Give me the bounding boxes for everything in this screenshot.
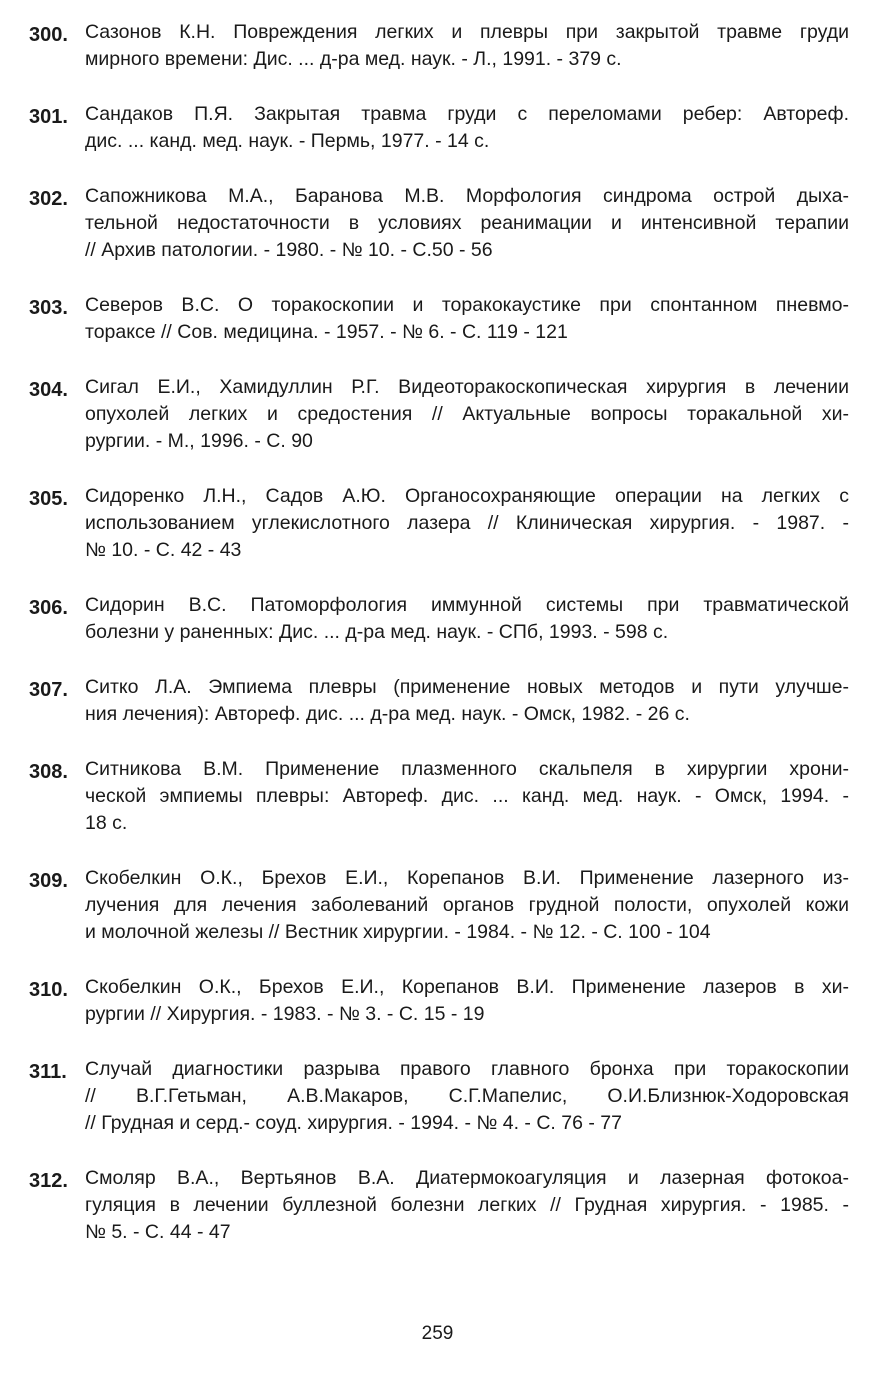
reference-entry (29, 974, 849, 1028)
reference-text (85, 101, 849, 155)
reference-entry (29, 1056, 849, 1137)
reference-number: 300. (29, 24, 68, 46)
reference-text-line: рургии. - М., 1996. - С. 90 (85, 430, 313, 452)
reference-entry (29, 674, 849, 728)
reference-text-line: опухолей легких и средостения // Актуальные вопросы торакальной хи- (85, 403, 849, 425)
reference-text-line: № 5. - С. 44 - 47 (85, 1221, 231, 1243)
reference-text-line: № 10. - С. 42 - 43 (85, 539, 242, 561)
reference-text-line: гуляция в лечении буллезной болезни легких // Грудная хирургия. - 1985. - (85, 1194, 849, 1216)
reference-text-line: Сигал Е.И., Хамидуллин Р.Г. Видеоторакоскопическая хирургия в лечении (85, 376, 849, 398)
reference-text-line: Сидорин В.С. Патоморфология иммунной системы при травматической (85, 594, 849, 616)
reference-number: 304. (29, 379, 68, 401)
reference-text-line: использованием углекислотного лазера // Клиническая хирургия. - 1987. - (85, 512, 849, 534)
reference-text (85, 1056, 849, 1137)
reference-number: 301. (29, 106, 68, 128)
reference-text (85, 483, 849, 564)
reference-text-line: Сапожникова М.А., Баранова М.В. Морфология синдрома острой дыха- (85, 185, 849, 207)
reference-text-line: // В.Г.Гетьман, А.В.Макаров, С.Г.Мапелис, О.И.Близнюк-Ходоровская (85, 1085, 849, 1107)
reference-text-line: Сидоренко Л.Н., Садов А.Ю. Органосохраняющие операции на легких с (85, 485, 849, 507)
reference-entry (29, 865, 849, 946)
reference-text-line: Ситко Л.А. Эмпиема плевры (применение новых методов и пути улучше- (85, 676, 849, 698)
reference-number: 303. (29, 297, 68, 319)
reference-text-line: 18 с. (85, 812, 128, 834)
reference-text (85, 292, 849, 346)
reference-list (29, 19, 849, 1274)
reference-number: 305. (29, 488, 68, 510)
reference-text (85, 756, 849, 837)
reference-text-line: Скобелкин О.К., Брехов Е.И., Корепанов В.И. Применение лазеров в хи- (85, 976, 849, 998)
reference-number: 306. (29, 597, 68, 619)
reference-number: 308. (29, 761, 68, 783)
reference-text-line: Ситникова В.М. Применение плазменного скальпеля в хирургии хрони- (85, 758, 849, 780)
reference-text-line: Смоляр В.А., Вертьянов В.А. Диатермокоагуляция и лазерная фотокоа- (85, 1167, 849, 1189)
reference-text-line: Скобелкин О.К., Брехов Е.И., Корепанов В.И. Применение лазерного из- (85, 867, 849, 889)
reference-text (85, 1165, 849, 1246)
reference-text-line: Северов В.С. О торакоскопии и торакокаустике при спонтанном пневмо- (85, 294, 849, 316)
reference-entry (29, 101, 849, 155)
reference-number: 310. (29, 979, 68, 1001)
reference-entry (29, 374, 849, 455)
reference-text (85, 19, 849, 73)
reference-text (85, 183, 849, 264)
reference-number: 311. (29, 1061, 67, 1083)
reference-number: 302. (29, 188, 68, 210)
reference-entry (29, 592, 849, 646)
reference-text-line: рургии // Хирургия. - 1983. - № 3. - С. 15 - 19 (85, 1003, 485, 1025)
reference-text-line: ческой эмпиемы плевры: Автореф. дис. ... канд. мед. наук. - Омск, 1994. - (85, 785, 849, 807)
reference-number: 307. (29, 679, 68, 701)
reference-entry (29, 1165, 849, 1246)
page-number: 259 (421, 1323, 454, 1344)
reference-text-line: дис. ... канд. мед. наук. - Пермь, 1977. - 14 с. (85, 130, 490, 152)
reference-entry (29, 292, 849, 346)
reference-text (85, 865, 849, 946)
reference-text-line: и молочной железы // Вестник хирургии. - 1984. - № 12. - С. 100 - 104 (85, 921, 711, 943)
reference-entry (29, 19, 849, 73)
reference-text (85, 592, 849, 646)
reference-text-line: Сандаков П.Я. Закрытая травма груди с переломами ребер: Автореф. (85, 103, 849, 125)
reference-entry (29, 756, 849, 837)
reference-number: 309. (29, 870, 68, 892)
reference-text (85, 374, 849, 455)
reference-text-line: // Грудная и серд.- соуд. хирургия. - 1994. - № 4. - С. 76 - 77 (85, 1112, 622, 1134)
reference-text-line: Сазонов К.Н. Повреждения легких и плевры при закрытой травме груди (85, 21, 849, 43)
reference-entry (29, 183, 849, 264)
reference-text (85, 974, 849, 1028)
reference-text-line: // Архив патологии. - 1980. - № 10. - С.50 - 56 (85, 239, 493, 261)
reference-text-line: ния лечения): Автореф. дис. ... д-ра мед. наук. - Омск, 1982. - 26 с. (85, 703, 690, 725)
reference-entry (29, 483, 849, 564)
reference-number: 312. (29, 1170, 68, 1192)
reference-text-line: болезни у раненных: Дис. ... д-ра мед. наук. - СПб, 1993. - 598 с. (85, 621, 669, 643)
reference-text (85, 674, 849, 728)
reference-text-line: тельной недостаточности в условиях реанимации и интенсивной терапии (85, 212, 849, 234)
reference-text-line: лучения для лечения заболеваний органов грудной полости, опухолей кожи (85, 894, 849, 916)
reference-text-line: тораксе // Сов. медицина. - 1957. - № 6. - С. 119 - 121 (85, 321, 568, 343)
reference-text-line: Случай диагностики разрыва правого главного бронха при торакоскопии (85, 1058, 849, 1080)
reference-text-line: мирного времени: Дис. ... д-ра мед. наук. - Л., 1991. - 379 с. (85, 48, 622, 70)
